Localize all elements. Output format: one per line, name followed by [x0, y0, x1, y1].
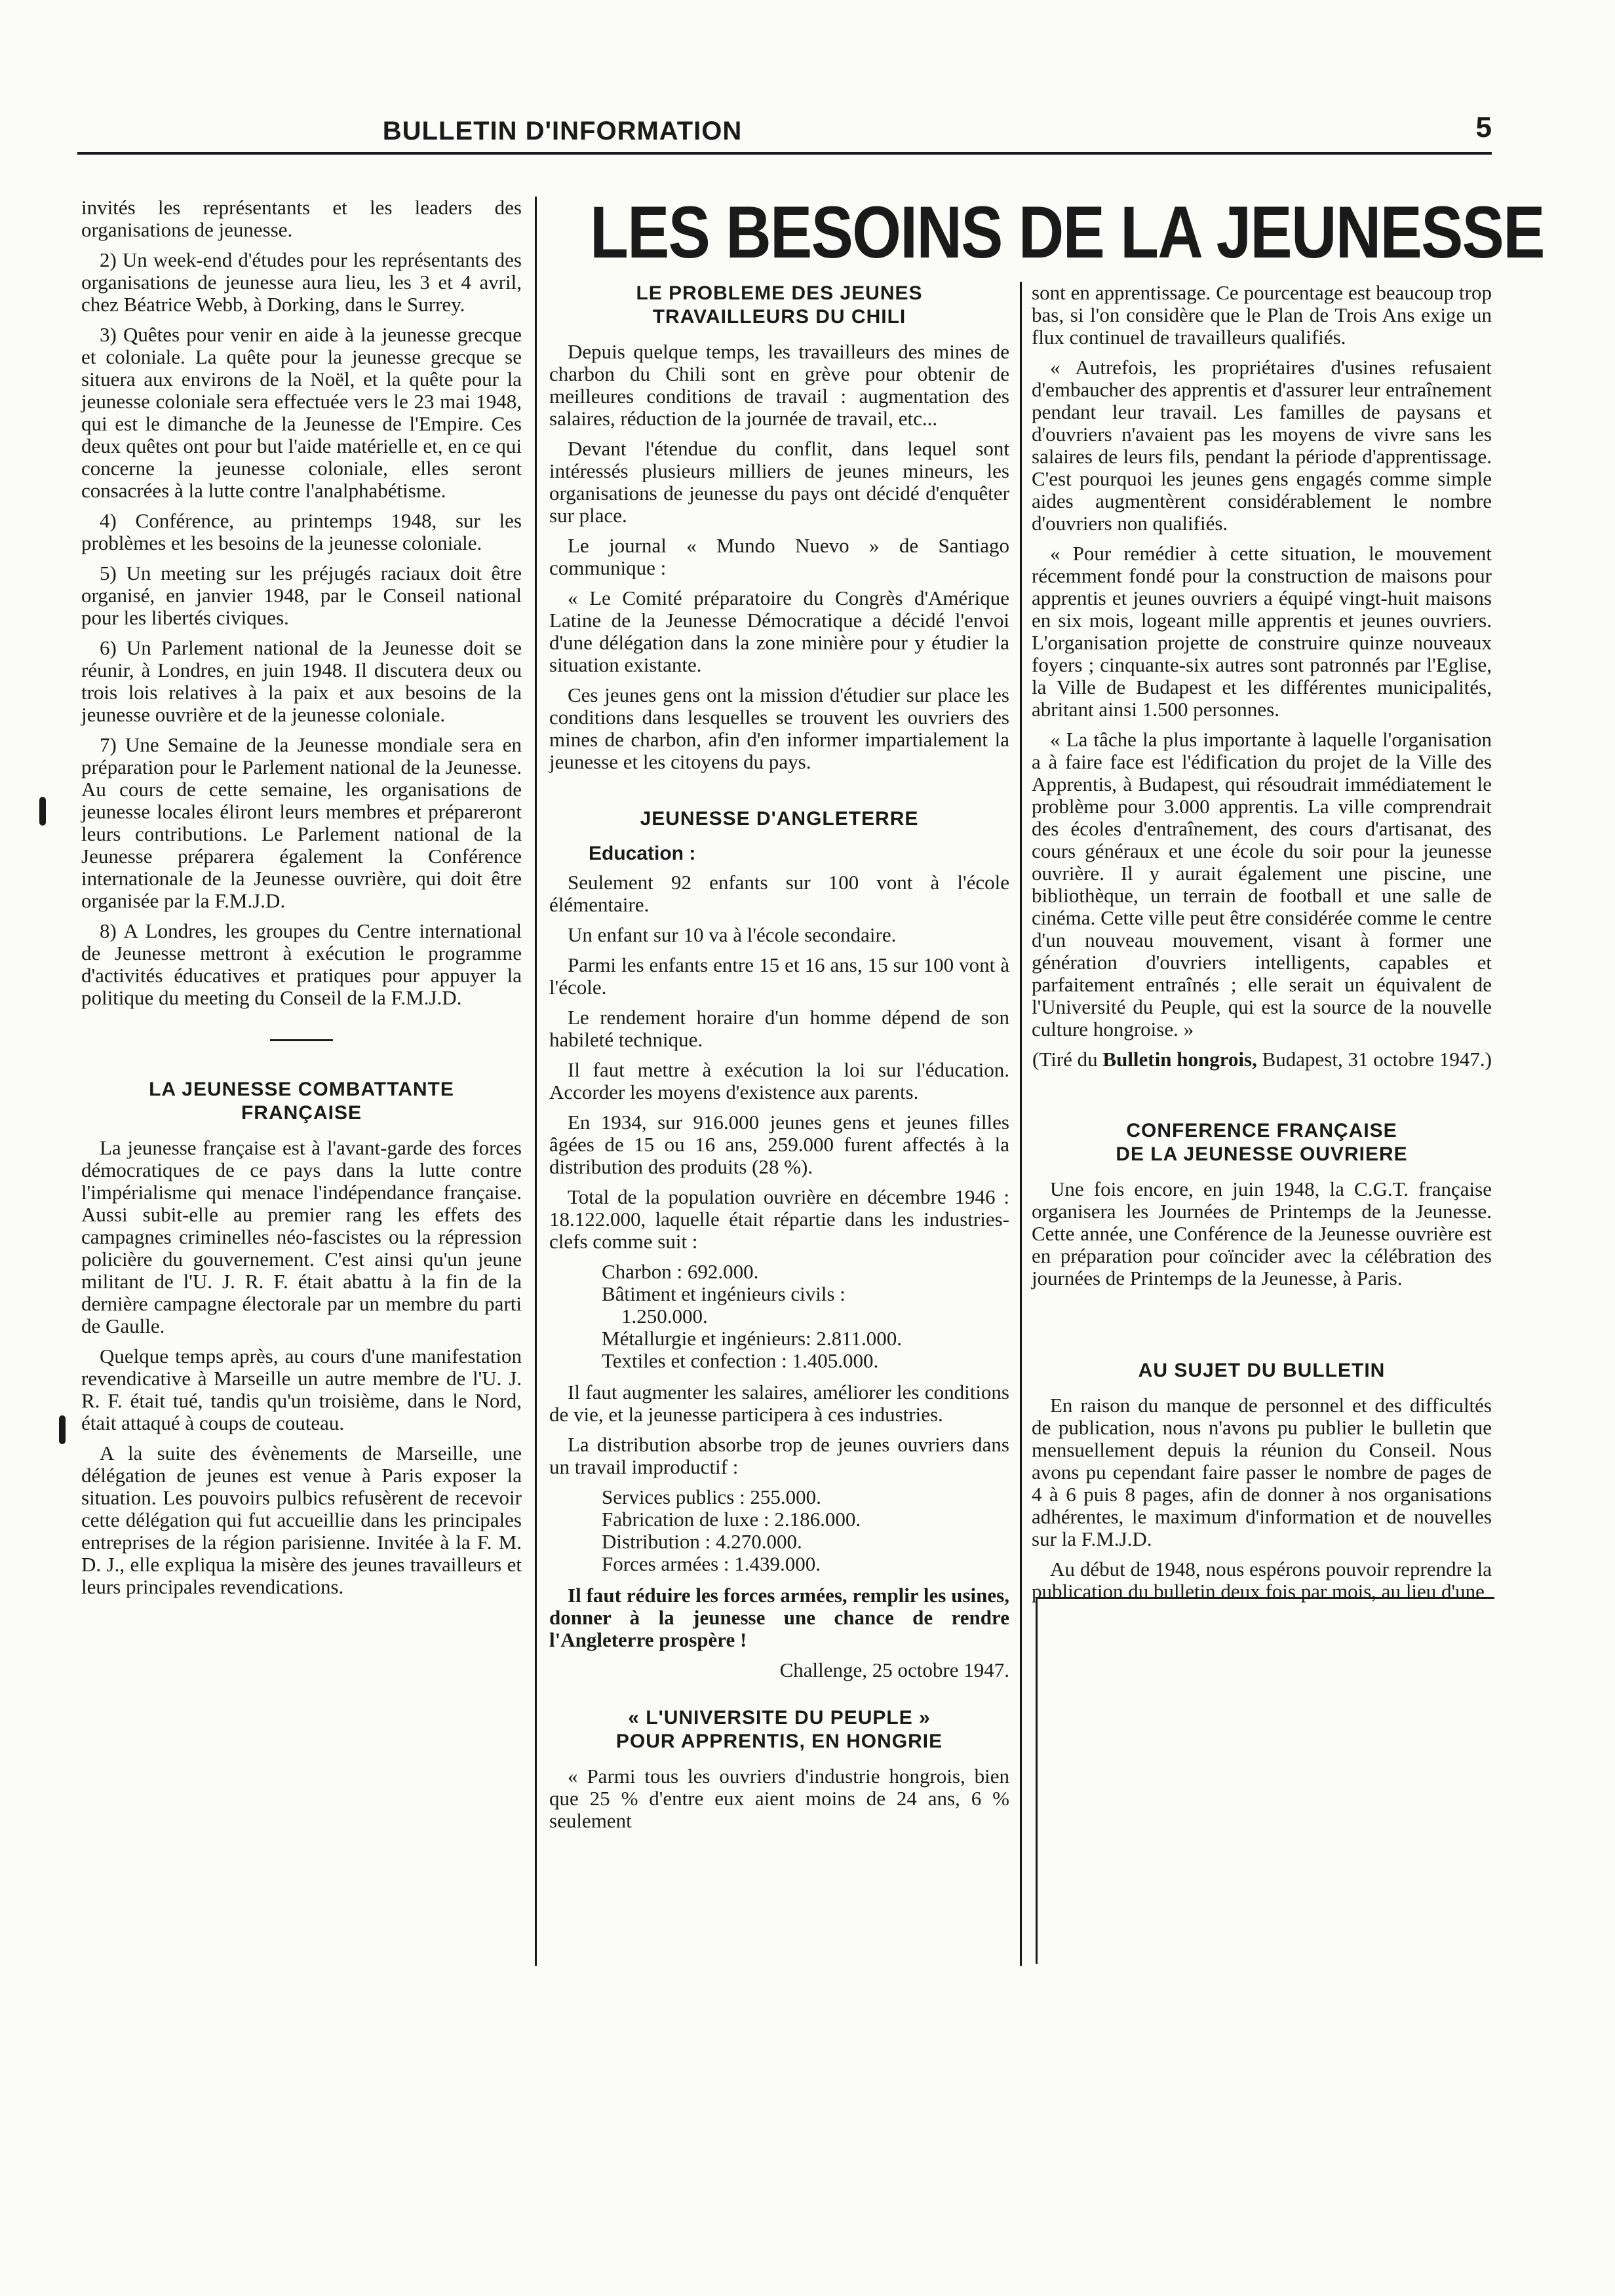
list-item: Forces armées : 1.439.000.	[602, 1552, 821, 1575]
heading-line: TRAVAILLEURS DU CHILI	[652, 306, 906, 328]
paragraph: Total de la population ouvrière en décembre 1946 : 18.122.000, laquelle était répartie dans les industries-clefs comme suit :	[549, 1185, 1009, 1253]
paragraph: Un enfant sur 10 va à l'école secondaire.	[568, 923, 897, 946]
heading-line: FRANÇAISE	[241, 1102, 362, 1124]
paragraph: Seulement 92 enfants sur 100 vont à l'école élémentaire.	[549, 871, 1009, 916]
paragraph: Le journal « Mundo Nuevo » de Santiago communique :	[549, 534, 1009, 579]
paragraph: 7) Une Semaine de la Jeunesse mondiale sera en préparation pour le Parlement national de la Jeunesse. Au cours de cette semaine, les organisations de jeunesse locales éliront leurs membres et prépareront leurs contributions. Le Parlement national de la Jeunesse préparera également la Conférence internationale de la Jeunesse ouvrière, qui doit être organisée par la F.M.J.D.	[81, 733, 522, 912]
list-item: Charbon : 692.000.	[602, 1260, 759, 1283]
paragraph: A la suite des évènements de Marseille, une délégation de jeunes est venue à Paris exposer la situation. Les pouvoirs pulbics refusèrent de recevoir cette délégation qui fut accueillie dans les principales entreprises de la région parisienne. Invitée à la F. M. D. J., elle expliqua la misère des jeunes travailleurs et leurs principales revendications.	[81, 1442, 522, 1598]
paragraph: sont en apprentissage. Ce pourcentage est beaucoup trop bas, si l'on considère que le Plan de Trois Ans exige un flux continuel de travailleurs qualifiés.	[1032, 281, 1492, 349]
paragraph: 5) Un meeting sur les préjugés raciaux doit être organisé, en janvier 1948, par le Conseil national pour les libertés civiques.	[81, 562, 522, 629]
margin-mark	[59, 1415, 66, 1444]
source-credit	[1032, 1048, 1492, 1071]
paragraph: 2) Un week-end d'études pour les représentants des organisations de jeunesse aura lieu, les 3 et 4 avril, chez Béatrice Webb, à Dorking, dans le Surrey.	[81, 248, 522, 316]
credit-source: Bulletin hongrois,	[1102, 1048, 1257, 1071]
paragraph: « Autrefois, les propriétaires d'usines refusaient d'embaucher des apprentis et d'assurer leur entraînement pendant leur travail. Les familles de paysans et d'ouvriers n'avaient pas les moyens de vivre sans les salaires de leurs fils, pendant la période d'apprentissage. C'est pourquoi les jeunes gens engagés comme simple aides augmentèrent considérablement le nombre d'ouvriers non qualifiés.	[1032, 356, 1492, 535]
margin-mark	[39, 797, 46, 826]
section-heading-combattante	[81, 1078, 522, 1125]
paragraph: Ces jeunes gens ont la mission d'étudier sur place les conditions dans lesquelles se trouvent les ouvriers des mines de charbon, afin d'en informer impartialement la jeunesse et les citoyens du pays.	[549, 683, 1009, 773]
paragraph: « Parmi tous les ouvriers d'industrie hongrois, bien que 25 % d'entre eux aient moins de 24 ans, 6 % seulement	[549, 1765, 1009, 1832]
section-divider	[270, 1039, 333, 1041]
paragraph: 4) Conférence, au printemps 1948, sur les problèmes et les besoins de la jeunesse coloniale.	[81, 509, 522, 554]
paragraph: Il faut mettre à exécution la loi sur l'éducation. Accorder les moyens d'existence aux parents.	[549, 1058, 1009, 1103]
credit-prefix: (Tiré du	[1032, 1048, 1098, 1071]
paragraph: invités les représentants et les leaders des organisations de jeunesse.	[81, 196, 522, 241]
heading-line: « L'UNIVERSITE DU PEUPLE »	[628, 1707, 931, 1729]
paragraph: En raison du manque de personnel et des difficultés de publication, nous n'avons pu publier le bulletin que mensuellement depuis la réunion du Conseil. Nous avons pu cependant faire passer le nombre de pages de 4 à 6 puis 8 pages, afin de donner à nos organisations adhérentes, le maximum d'information et de nouvelles sur la F.M.J.D.	[1032, 1394, 1492, 1550]
list-item: Métallurgie et ingénieurs: 2.811.000.	[602, 1327, 903, 1350]
paragraph: Parmi les enfants entre 15 et 16 ans, 15 sur 100 vont à l'école.	[549, 953, 1009, 999]
column-divider	[1020, 282, 1022, 1966]
heading-line: LE PROBLEME DES JEUNES	[636, 282, 923, 304]
right-column	[1032, 282, 1492, 1611]
main-title: LES BESOINS DE LA JEUNESSE	[590, 191, 1544, 273]
paragraph: Le rendement horaire d'un homme dépend de son habileté technique.	[549, 1006, 1009, 1051]
section-heading-angleterre: JEUNESSE D'ANGLETERRE	[640, 808, 919, 830]
paragraph: Au début de 1948, nous espérons pouvoir reprendre la publication du bulletin deux fois par mois, au lieu d'une	[1032, 1558, 1492, 1603]
paragraph: « La tâche la plus importante à laquelle l'organisation a à faire face est l'édification du projet de la Ville des Apprentis, à Budapest, qui résoudrait immédiatement le problème pour 3.000 apprentis. La ville comprendrait des écoles d'entraînement, des cours d'artisanat, des cours généraux et une école du soir pour la jeunesse ouvrière. Il y aurait également une piscine, une bibliothèque, un terrain de football et une salle de cinéma. Cette ville peut être considérée comme le centre d'un nouveau mouvement, visant à former une génération d'ouvriers intelligents, capables et parfaitement entraînés ; elle serait un équivalent de l'Université du Peuple, qui est la source de la nouvelle culture hongroise. »	[1032, 728, 1492, 1041]
subheading-education: Education :	[589, 843, 696, 864]
section-heading-conference	[1032, 1119, 1492, 1166]
list-item: 1.250.000.	[621, 1305, 708, 1328]
list-item: Fabrication de luxe : 2.186.000.	[602, 1508, 861, 1531]
heading-line: CONFERENCE FRANÇAISE	[1126, 1120, 1397, 1141]
middle-column	[549, 282, 1009, 1840]
paragraph: 8) A Londres, les groupes du Centre international de Jeunesse mettront à exécution le programme d'activités éducatives et pratiques pour appuyer la politique du meeting du Conseil de la F.M.J.D.	[81, 919, 522, 1009]
page-header	[77, 111, 1492, 155]
paragraph: « Pour remédier à cette situation, le mouvement récemment fondé pour la construction de maisons pour apprentis et jeunes ouvriers a équipé vingt-huit maisons en six mois, logeant mille apprentis et jeunes ouvriers. L'organisation projette de construire quinze nouveaux foyers ; cinquante-six autres sont patronnés par l'Eglise, la Ville de Budapest et les différentes municipalités, abritant ainsi 1.500 personnes.	[1032, 542, 1492, 721]
left-column	[81, 197, 522, 1606]
services-list	[602, 1486, 1009, 1575]
section-heading-universite	[549, 1706, 1009, 1753]
credit-suffix: Budapest, 31 octobre 1947.)	[1262, 1048, 1492, 1071]
page-number: 5	[1475, 111, 1492, 144]
paragraph: Il faut augmenter les salaires, améliorer les conditions de vie, et la jeunesse participera à ces industries.	[549, 1381, 1009, 1426]
paragraph: « Le Comité préparatoire du Congrès d'Amérique Latine de la Jeunesse Démocratique a décidé l'envoi d'une délégation dans la zone minière pour y étudier la situation existante.	[549, 586, 1009, 676]
list-item: Services publics : 255.000.	[602, 1485, 821, 1508]
source-credit: Challenge, 25 octobre 1947.	[779, 1658, 1009, 1681]
header-title: BULLETIN D'INFORMATION	[382, 117, 743, 145]
industries-list	[602, 1261, 1009, 1372]
paragraph: Quelque temps après, au cours d'une manifestation revendicative à Marseille un autre membre de l'U. J. R. F. était tué, tandis qu'un troisième, dans le Nord, était attaqué à coups de couteau.	[81, 1345, 522, 1434]
paragraph: En 1934, sur 916.000 jeunes gens et jeunes filles âgées de 15 ou 16 ans, 259.000 furent affectés à la distribution des produits (28 %).	[549, 1111, 1009, 1178]
section-heading-bulletin: AU SUJET DU BULLETIN	[1138, 1360, 1386, 1381]
list-item: Textiles et confection : 1.405.000.	[602, 1349, 879, 1372]
box-rule	[1036, 1597, 1038, 1964]
heading-line: DE LA JEUNESSE OUVRIERE	[1116, 1143, 1408, 1165]
paragraph: 6) Un Parlement national de la Jeunesse doit se réunir, à Londres, en juin 1948. Il discutera deux ou trois lois relatives à la paix et aux besoins de la jeunesse ouvrière et de la jeunesse coloniale.	[81, 636, 522, 726]
section-heading-chili	[549, 282, 1009, 329]
conclusion: Il faut réduire les forces armées, remplir les usines, donner à la jeunesse une chance de rendre l'Angleterre prospère !	[549, 1584, 1009, 1651]
column-divider	[535, 197, 537, 1966]
heading-line: LA JEUNESSE COMBATTANTE	[149, 1079, 454, 1100]
paragraph: 3) Quêtes pour venir en aide à la jeunesse grecque et coloniale. La quête pour la jeunesse grecque se situera aux environs de la Noël, et la quête pour la jeunesse coloniale sera effectuée vers le 23 mai 1948, qui est le dimanche de la Jeunesse de l'Empire. Ces deux quêtes ont pour but l'aide matérielle et, en ce qui concerne la jeunesse coloniale, elles seront consacrées à la lutte contre l'analphabétisme.	[81, 323, 522, 502]
list-item: Bâtiment et ingénieurs civils :	[602, 1282, 846, 1305]
paragraph: Depuis quelque temps, les travailleurs des mines de charbon du Chili sont en grève pour obtenir de meilleures conditions de travail : augmentation des salaires, réduction de la journée de travail, etc...	[549, 340, 1009, 430]
paragraph: La distribution absorbe trop de jeunes ouvriers dans un travail improductif :	[549, 1433, 1009, 1478]
paragraph: La jeunesse française est à l'avant-garde des forces démocratiques de ce pays dans la lutte contre l'impérialisme qui menace l'indépendance française. Aussi subit-elle au premier rang les effets des campagnes criminelles néo-fascistes ou la répression policière du gouvernement. C'est ainsi qu'un jeune militant de l'U. J. R. F. était abattu à la fin de la dernière campagne électorale par un membre du parti de Gaulle.	[81, 1136, 522, 1337]
list-item: Distribution : 4.270.000.	[602, 1530, 802, 1553]
paragraph: Une fois encore, en juin 1948, la C.G.T. française organisera les Journées de Printemps de la Jeunesse. Cette année, une Conférence de la Jeunesse ouvrière est en préparation pour coïncider avec la célébration des journées de Printemps de la Jeunesse, à Paris.	[1032, 1177, 1492, 1290]
heading-line: POUR APPRENTIS, EN HONGRIE	[615, 1731, 943, 1752]
paragraph: Devant l'étendue du conflit, dans lequel sont intéressés plusieurs milliers de jeunes mineurs, les organisations de jeunesse du pays ont décidé d'enquêter sur place.	[549, 437, 1009, 527]
